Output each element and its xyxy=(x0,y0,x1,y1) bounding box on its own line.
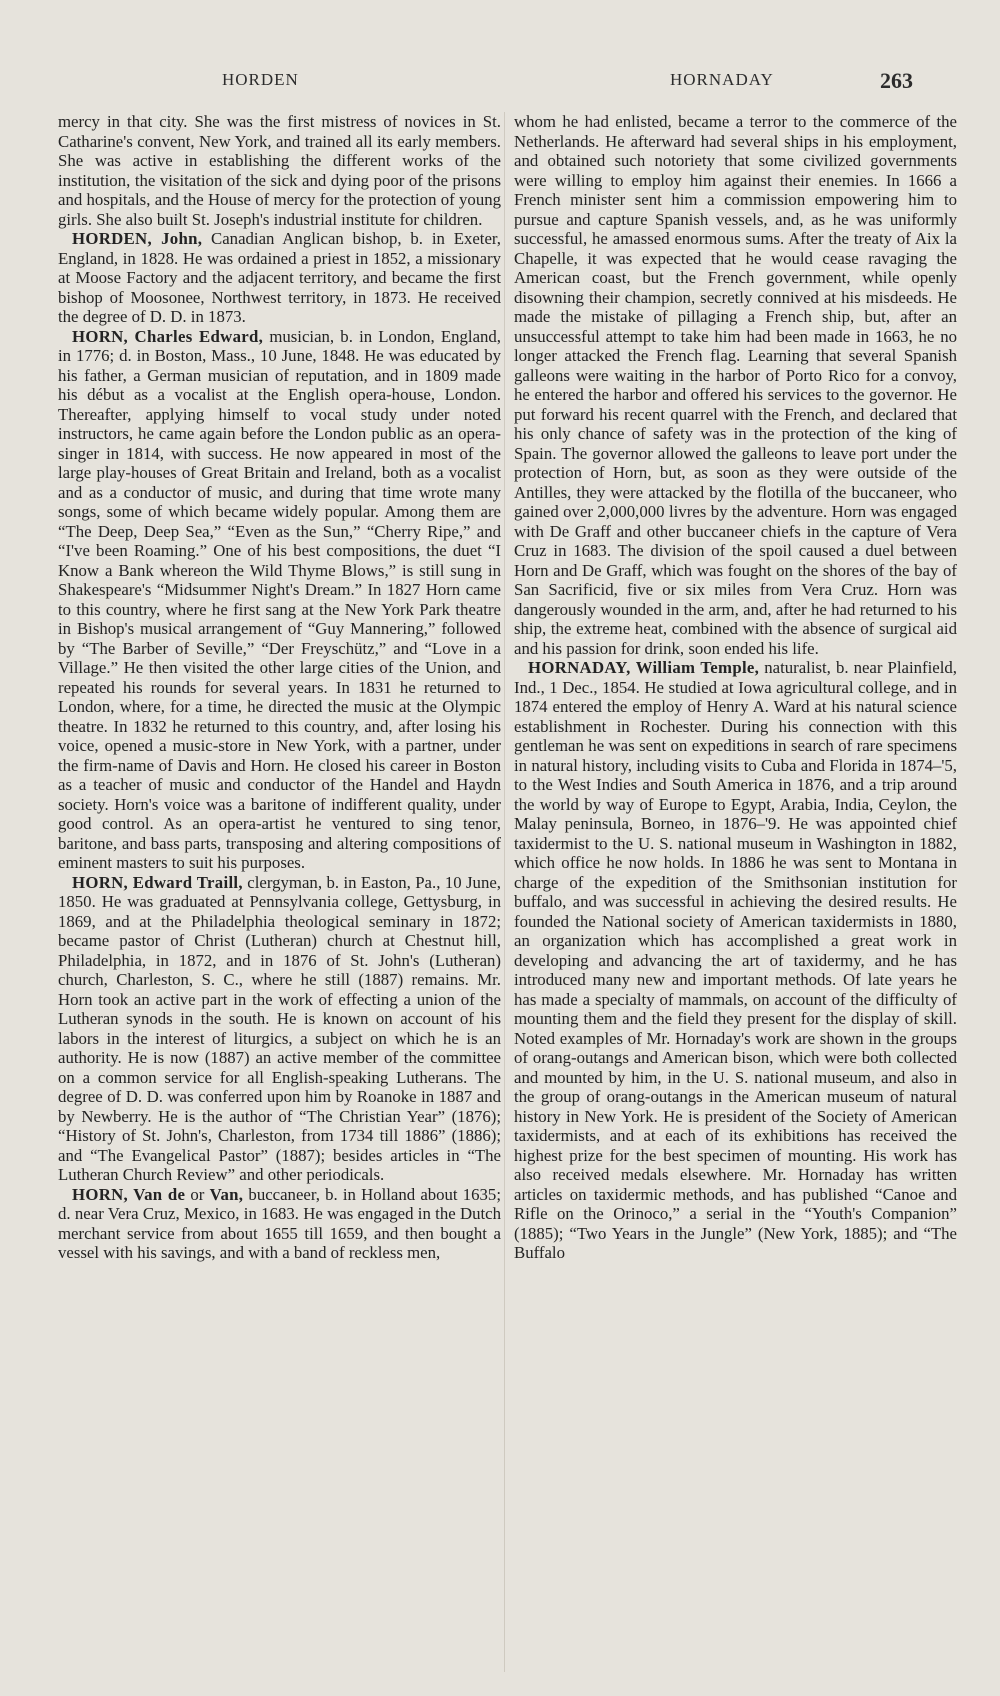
page-number: 263 xyxy=(880,68,913,93)
left-column xyxy=(58,112,501,1263)
continued-entry-text: mercy in that city. She was the first mistress of novices in St. Catharine's convent, New York, and trained all its early members. She was active in establishing the different works of the institution, the visitation of the sick and dying poor of the prisons and hospitals, and the House of mercy for the protection of young girls. She also built St. Joseph's industrial institute for children. xyxy=(58,112,501,229)
column-divider xyxy=(504,112,505,1672)
entry-headword: HORN, Edward Traill, xyxy=(72,872,243,892)
entry-headword: HORN, Charles Edward, xyxy=(72,326,264,346)
entry-horden xyxy=(58,229,501,327)
entry-headword-alt: Van, xyxy=(209,1184,244,1204)
entry-horn-edward-traill xyxy=(58,873,501,1185)
entry-connector: or xyxy=(185,1184,210,1204)
entry-horn-van-de xyxy=(58,1185,501,1263)
running-head xyxy=(0,66,1000,100)
entry-text: clergyman, b. in Easton, Pa., 10 June, 1850. He was graduated at Pennsylvania college, Gettysburg, in 1869, and at the Philadelphia theological seminary in 1872; became pastor of Christ (Lutheran) church at Chestnut hill, Philadelphia, in 1872, and in 1876 of St. John's (Lutheran) church, Charleston, S. C., where he still (1887) remains. Mr. Horn took an active part in the work of effecting a union of the Lutheran synods in the south. He is known on account of his labors in the interest of liturgics, a subject on which he is an authority. He is now (1887) an active member of the committee on a common service for all English-speaking Lutherans. The degree of D. D. was conferred upon him by Roanoke in 1887 and by Newberry. He is the author of “The Christian Year” (1876); “History of St. John's, Charleston, from 1734 till 1886” (1886); and “The Evangelical Pastor” (1887); besides articles in “The Lutheran Church Review” and other periodicals. xyxy=(58,872,501,1184)
entry-headword: HORNADAY, William Temple, xyxy=(528,658,760,677)
entry-headword: HORN, Van de xyxy=(72,1184,186,1204)
entry-text: musician, b. in London, England, in 1776; d. in Boston, Mass., 10 June, 1848. He was educated by his father, a German musician of reputation, and in 1809 made his début as a vocalist at the English opera-house, London. Thereafter, applying himself to vocal study under noted instructors, he came again before the London public as an opera-singer in 1814, with success. He now appeared in most of the large play-houses of Great Britain and Ireland, both as a vocalist and as a conductor of music, and during that time wrote many songs, some of which became widely popular. Among them are “The Deep, Deep Sea,” “Even as the Sun,” “Cherry Ripe,” and “I've been Roaming.” One of his best compositions, the duet “I Know a Bank whereon the Wild Thyme Blows,” is still sung in Shakespeare's “Midsummer Night's Dream.” In 1827 Horn came to this country, where he first sang at the New York Park theatre in Bishop's musical arrangement of “Guy Mannering,” followed by “The Barber of Seville,” “Der Freyschütz,” and “Love in a Village.” He then visited the other large cities of the Union, and repeated his rounds for several years. In 1831 he returned to London, where, for a time, he directed the music at the Olympic theatre. In 1832 he returned to this country, and, after losing his voice, opened a music-store in New York, with a partner, under the firm-name of Davis and Horn. He closed his career in Boston as a teacher of music and conductor of the Handel and Haydn society. Horn's voice was a baritone of indifferent quality, under good control. As an opera-artist he ventured to sing tenor, baritone, and bass parts, transposing and altering compositions of eminent masters to suit his purposes. xyxy=(58,326,501,872)
entry-headword: HORDEN, John, xyxy=(72,229,203,248)
entry-hornaday xyxy=(514,658,957,1263)
running-head-right: HORNADAY xyxy=(670,70,774,89)
running-head-left: HORDEN xyxy=(222,70,299,89)
entry-text: buccaneer, b. in Holland about 1635; d. near Vera Cruz, Mexico, in 1683. He was engaged in the Dutch merchant service from about 1655 till 1659, and then bought a vessel with his savings, and with a band of reckless men, xyxy=(58,1184,501,1262)
entry-text: naturalist, b. near Plainfield, Ind., 1 Dec., 1854. He studied at Iowa agricultural college, and in 1874 entered the employ of Henry A. Ward at his natural science establishment in Rochester. During his connection with this gentleman he was sent on expeditions in search of rare specimens in natural history, including visits to Cuba and Florida in 1874–'5, to the West Indies and South America in 1876, and a trip around the world by way of Europe to Egypt, Arabia, India, Ceylon, the Malay peninsula, Borneo, in 1876–'9. He was appointed chief taxidermist to the U. S. national museum in Washington in 1882, which office he now holds. In 1886 he was sent to Montana in charge of the expedition of the Smithsonian institution for buffalo, and was successful in achieving the desired results. He founded the National society of American taxidermists in 1880, an organization which has accomplished a great work in developing and advancing the art of taxidermy, and he has introduced many new and important methods. Of late years he has made a specialty of mammals, on account of the difficulty of mounting them and the field they present for the display of skill. Noted examples of Mr. Hornaday's work are shown in the groups of orang-outangs and American bison, which were both collected and mounted by him, in the U. S. national museum, and also in the group of orang-outangs in the American museum of natural history in New York. He is president of the Society of American taxidermists, and at each of its exhibitions has received the highest prize for the best specimen of mounting. His work has also received medals elsewhere. Mr. Hornaday has written articles on taxidermic methods, and has published “Canoe and Rifle on the Orinoco,” a serial in the “Youth's Companion” (1885); “Two Years in the Jungle” (New York, 1885); and “The Buffalo xyxy=(514,658,957,1262)
right-column xyxy=(514,112,957,1263)
entry-horn-charles-edward xyxy=(58,327,501,873)
continued-entry-text: whom he had enlisted, became a terror to the commerce of the Netherlands. He afterward had several ships in his employment, and obtained such notoriety that some civilized governments were willing to employ him against their enemies. In 1666 a French minister sent him a commission empowering him to pursue and capture Spanish vessels, and, as he was uniformly successful, he amassed enormous sums. After the treaty of Aix la Chapelle, it was expected that he would cease ravaging the American coast, but the French government, while openly disowning their champion, secretly connived at his misdeeds. He made the mistake of pillaging a French ship, but, after an unsuccessful attempt to take him had been made in 1663, he no longer attacked the French flag. Learning that several Spanish galleons were waiting in the harbor of Porto Rico for a convoy, he entered the harbor and offered his services to the governor. He put forward his recent quarrel with the French, and declared that his only chance of safety was in the protection of the king of Spain. The governor allowed the galleons to leave port under the protection of Horn, but, as soon as they were outside of the Antilles, they were attacked by the flotilla of the buccaneer, who gained over 2,000,000 livres by the adventure. Horn was engaged with De Graff and other buccaneer chiefs in the capture of Vera Cruz in 1683. The division of the spoil caused a duel between Horn and De Graff, which was fought on the shores of the bay of San Sacrificid, five or six miles from Vera Cruz. Horn was dangerously wounded in the arm, and, after he had returned to his ship, the extreme heat, combined with the absence of surgical aid and his passion for drink, soon ended his life. xyxy=(514,112,957,658)
entry-text: Canadian Anglican bishop, b. in Exeter, England, in 1828. He was ordained a priest in 1852, a missionary at Moose Factory and the adjacent territory, and became the first bishop of Moosonee, Northwest territory, in 1873. He received the degree of D. D. in 1873. xyxy=(58,229,501,326)
